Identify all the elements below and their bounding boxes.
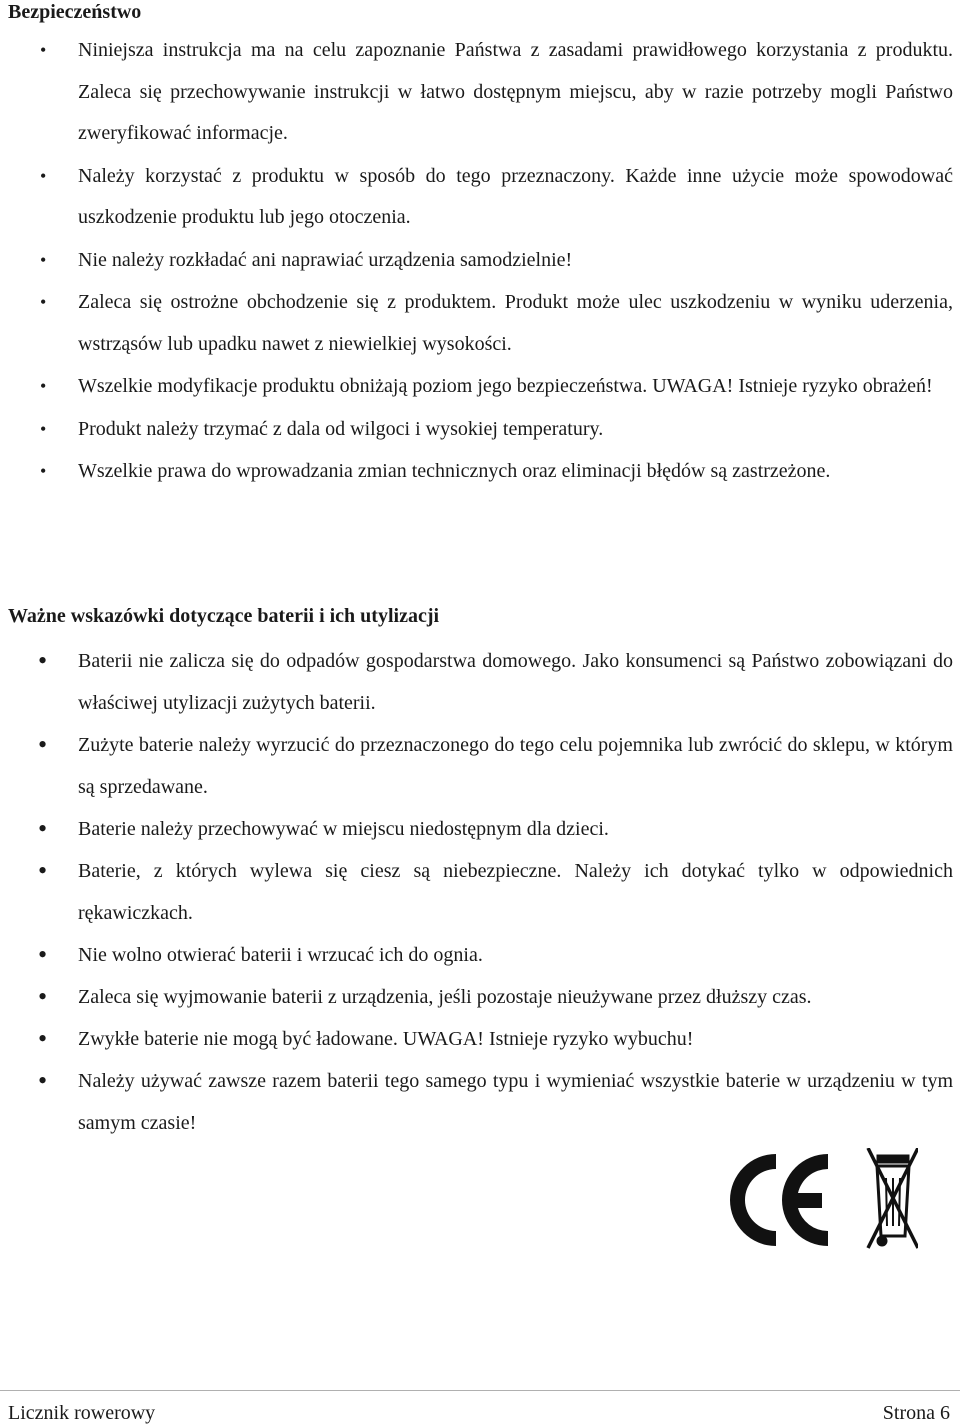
compliance-marks: [718, 1148, 918, 1258]
list-item: [0, 156, 960, 239]
bullet-icon: •: [38, 856, 48, 885]
ce-mark-icon: [718, 1148, 918, 1258]
list-item: [0, 850, 960, 934]
crossed-out-bin-icon: [868, 1148, 918, 1248]
list-item-text: Baterii nie zalicza się do odpadów gospodarstwa domowego. Jako konsumenci są Państwo zobowiązani do właściwej utylizacji zużytych baterii.: [78, 650, 953, 714]
list-item: [0, 30, 960, 155]
list-item: [0, 409, 960, 451]
list-item-text: Należy korzystać z produktu w sposób do tego przeznaczony. Każde inne użycie może spowodować uszkodzenie produktu lub jego otoczenia.: [78, 164, 953, 228]
list-item: [0, 640, 960, 724]
list-item: [0, 934, 960, 976]
list-item: [0, 366, 960, 408]
list-item-text: Nie wolno otwierać baterii i wrzucać ich do ognia.: [78, 944, 483, 966]
list-item-text: Produkt należy trzymać z dala od wilgoci i wysokiej temperatury.: [78, 417, 604, 440]
list-item-text: Zaleca się wyjmowanie baterii z urządzenia, jeśli pozostaje nieużywane przez dłuższy czas.: [78, 986, 812, 1008]
list-item-text: Wszelkie prawa do wprowadzania zmian technicznych oraz eliminacji błędów są zastrzeżone.: [78, 460, 831, 482]
batteries-heading: Ważne wskazówki dotyczące baterii i ich utylizacji: [8, 605, 440, 627]
list-item-text: Zaleca się ostrożne obchodzenie się z produktem. Produkt może ulec uszkodzeniu w wyniku uderzenia, wstrząsów lub upadku nawet z niewielkiej wysokości.: [78, 291, 953, 355]
bullet-icon: •: [38, 730, 48, 759]
list-item-text: Nie należy rozkładać ani naprawiać urządzenia samodzielnie!: [78, 248, 573, 271]
bullet-icon: •: [38, 1024, 48, 1053]
list-item-text: Niniejsza instrukcja ma na celu zapoznanie Państwa z zasadami prawidłowego korzystania z produktu. Zaleca się przechowywanie instrukcji w łatwo dostępnym miejscu, aby w razie potrzeby mogli Państwo zweryfikować informacje.: [78, 39, 953, 144]
bullet-icon: •: [40, 418, 47, 439]
safety-list: [0, 30, 960, 494]
list-item: [0, 724, 960, 808]
bullet-icon: •: [40, 165, 47, 186]
bullet-icon: •: [38, 982, 48, 1011]
list-item-text: Wszelkie modyfikacje produktu obniżają poziom jego bezpieczeństwa. UWAGA! Istnieje ryzyko obrażeń!: [78, 375, 933, 397]
list-item-text: Baterie należy przechowywać w miejscu niedostępnym dla dzieci.: [78, 818, 609, 840]
bullet-icon: •: [40, 40, 47, 60]
list-item: [0, 1060, 960, 1144]
safety-heading: Bezpieczeństwo: [8, 1, 142, 23]
list-item: [0, 451, 960, 493]
list-item: [0, 240, 960, 282]
list-item-text: Należy używać zawsze razem baterii tego samego typu i wymieniać wszystkie baterie w urządzeniu w tym samym czasie!: [78, 1070, 953, 1134]
page-number: Strona 6: [882, 1402, 950, 1424]
bullet-icon: •: [38, 814, 48, 843]
bullet-icon: •: [40, 249, 47, 270]
bullet-icon: •: [40, 376, 47, 396]
list-item: [0, 282, 960, 365]
list-item-text: Zwykłe baterie nie mogą być ładowane. UWAGA! Istnieje ryzyko wybuchu!: [78, 1028, 694, 1050]
bullet-icon: •: [40, 461, 47, 481]
batteries-list: [0, 640, 960, 1144]
bullet-icon: •: [40, 292, 47, 312]
page-footer: [0, 1390, 960, 1428]
list-item: [0, 976, 960, 1018]
list-item-text: Zużyte baterie należy wyrzucić do przeznaczonego do tego celu pojemnika lub zwrócić do sklepu, w którym są sprzedawane.: [78, 734, 953, 798]
bullet-icon: •: [38, 940, 48, 969]
list-item: [0, 808, 960, 850]
footer-title: Licznik rowerowy: [8, 1402, 156, 1424]
bullet-icon: •: [38, 646, 48, 675]
bullet-icon: •: [38, 1066, 48, 1095]
list-item-text: Baterie, z których wylewa się ciesz są niebezpieczne. Należy ich dotykać tylko w odpowiednich rękawiczkach.: [78, 860, 953, 924]
list-item: [0, 1018, 960, 1060]
